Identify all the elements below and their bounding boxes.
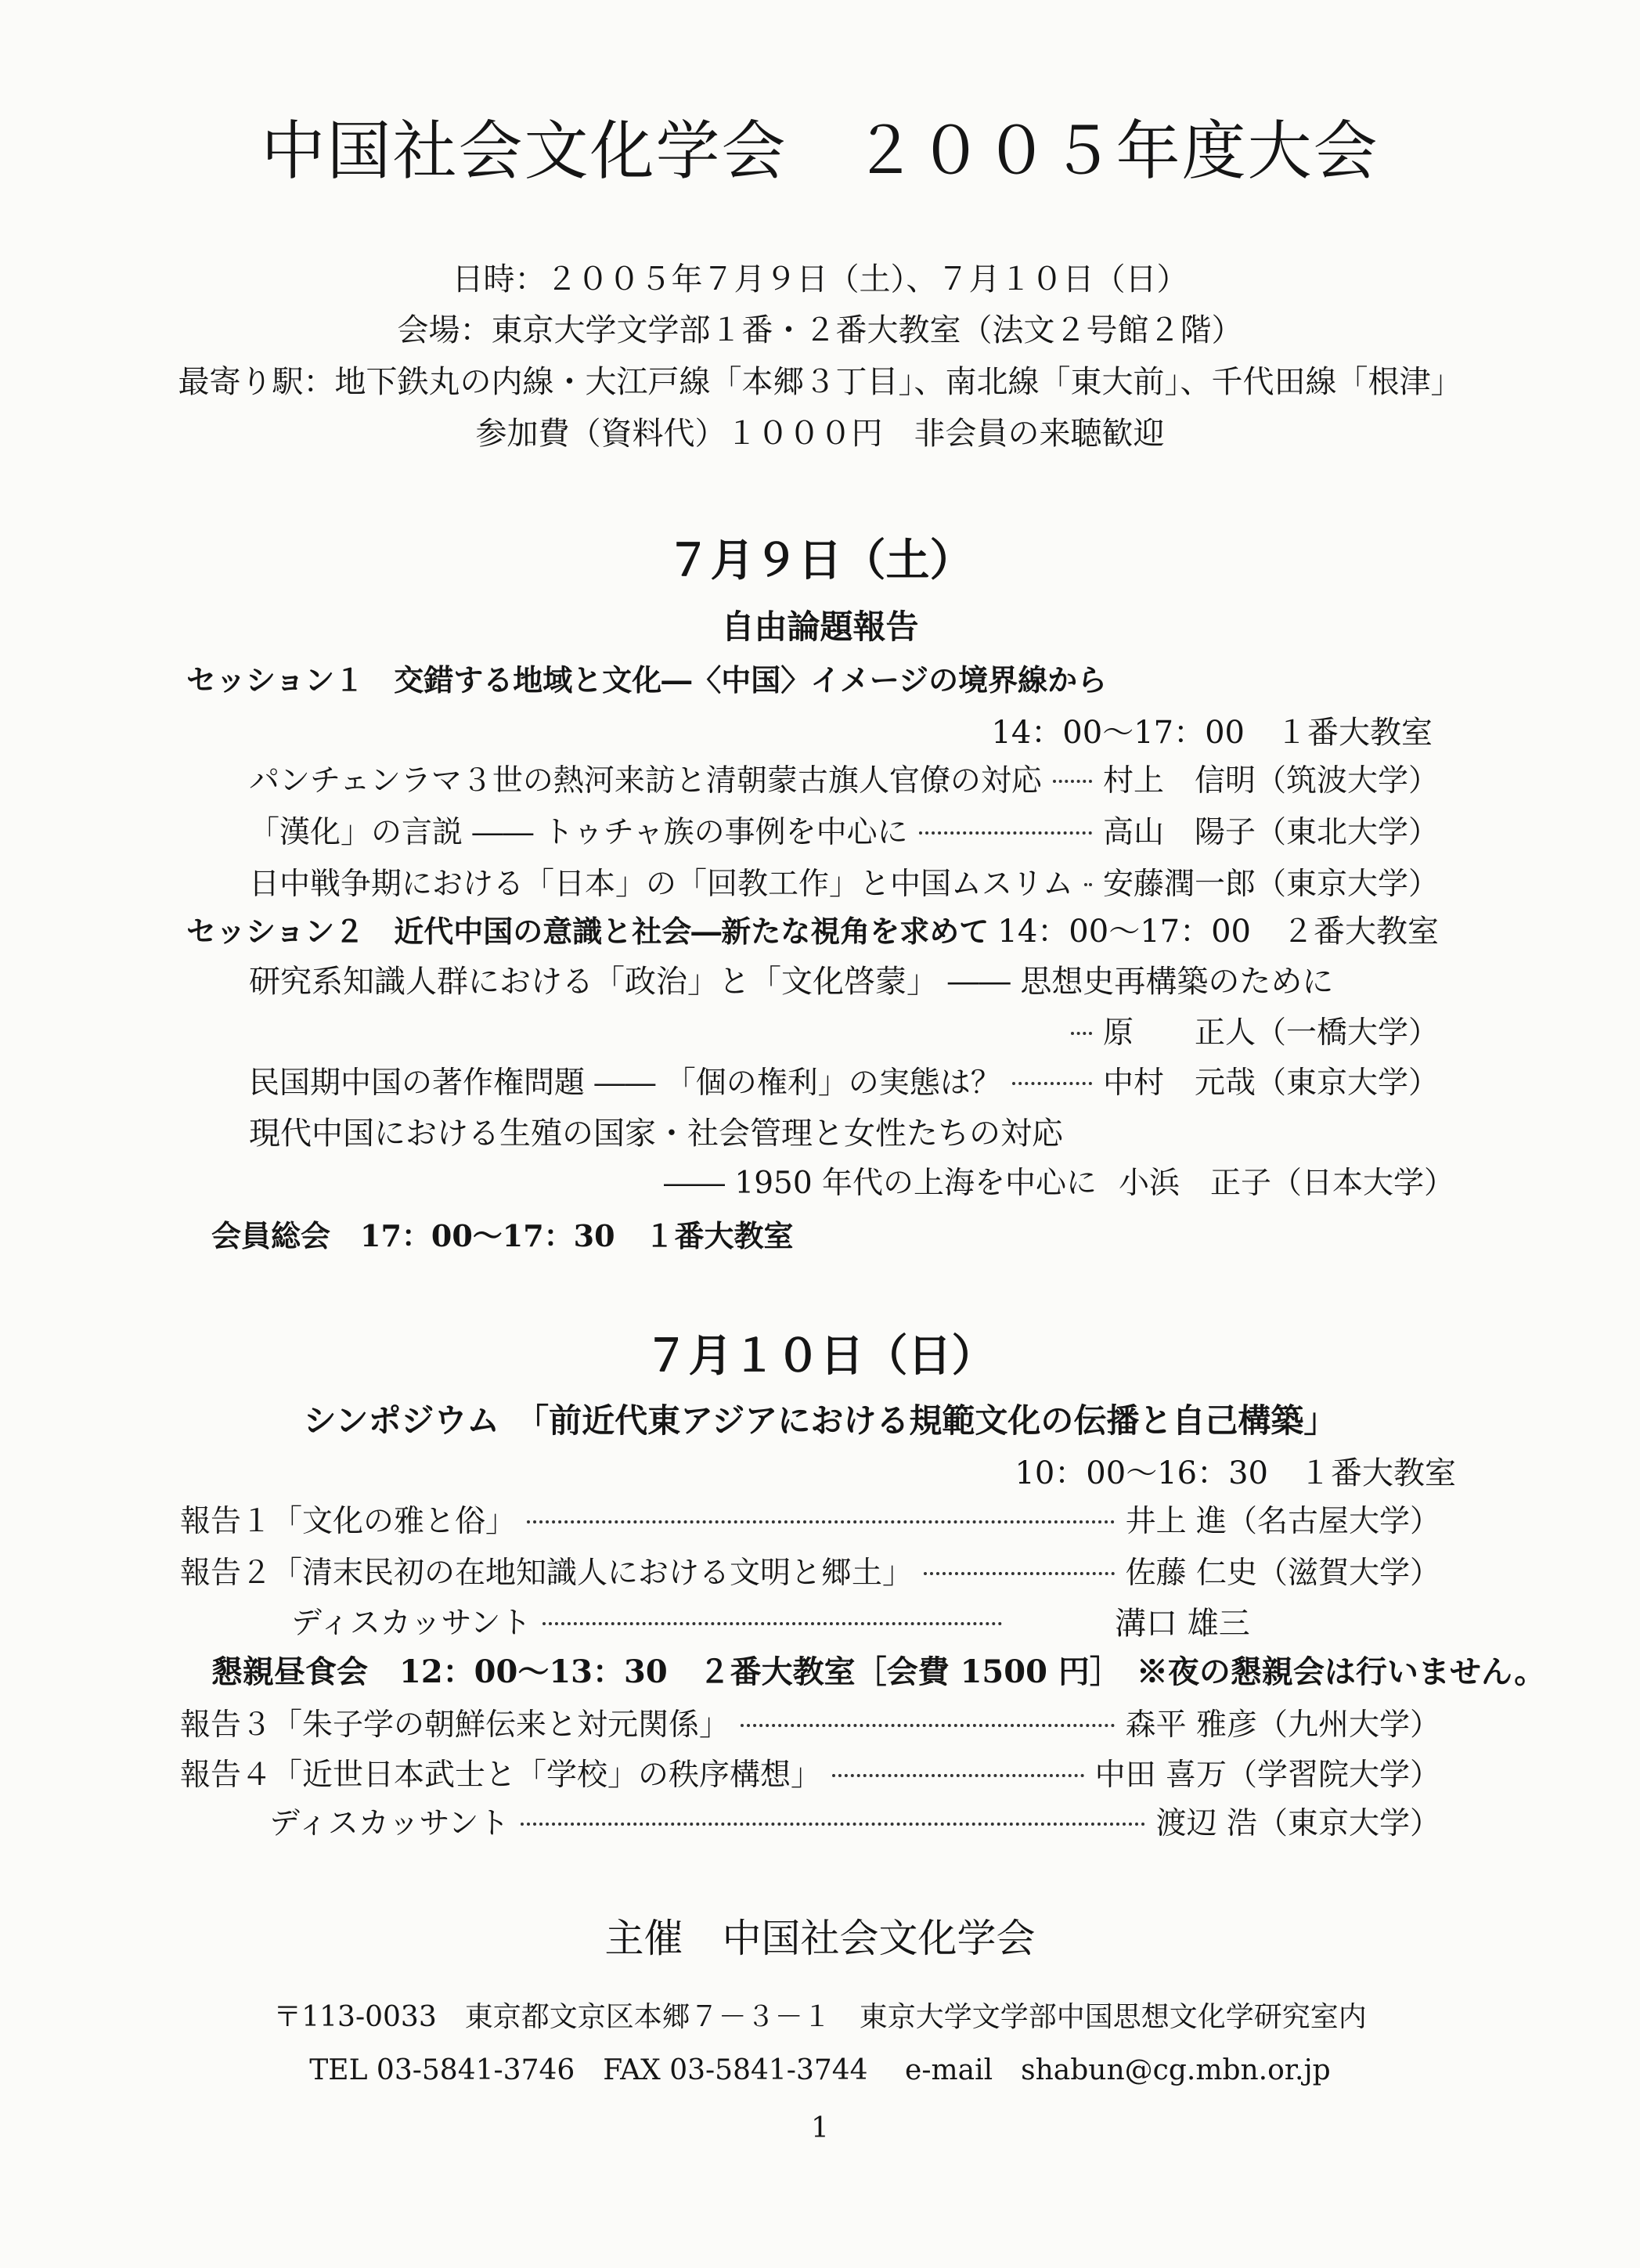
paper-title: 民国期中国の著作権問題 ―― 「個の権利」の実態は？ bbox=[249, 1065, 1001, 1101]
leader-dots bbox=[1084, 883, 1092, 886]
leader-dots bbox=[741, 1724, 1115, 1727]
session1-paper-row bbox=[249, 808, 1439, 852]
leader-dots bbox=[527, 1520, 1115, 1523]
contact-info: TEL 03-5841-3746 FAX 03-5841-3744 e-mail shabun@cg.mbn.or.jp bbox=[309, 2054, 1331, 2086]
leader-dots bbox=[1012, 1082, 1092, 1085]
symposium-time: 10：00～16：30 １番大教室 bbox=[1015, 1455, 1456, 1491]
report-presenter: 佐藤 仁史（滋賀大学） bbox=[1125, 1556, 1440, 1591]
report-row bbox=[180, 1549, 1440, 1592]
organizer: 主催 中国社会文化学会 bbox=[604, 1916, 1036, 1961]
paper-presenter: 中村 元哉（東京大学） bbox=[1102, 1065, 1439, 1101]
general-meeting: 会員総会 17：00～17：30 １番大教室 bbox=[211, 1218, 794, 1253]
paper-title: 日中戦争期における「日本」の「回教工作」と中国ムスリム bbox=[249, 867, 1074, 902]
leader-dots bbox=[832, 1774, 1084, 1777]
session1-title: セッション１ 交錯する地域と文化―〈中国〉イメージの境界線から bbox=[186, 662, 1108, 698]
event-venue: 会場：東京大学文学部１番・２番大教室（法文２号館２階） bbox=[397, 312, 1243, 348]
paper-presenter: 村上 信明（筑波大学） bbox=[1102, 763, 1439, 799]
symposium-title: シンポジウム 「前近代東アジアにおける規範文化の伝播と自己構築」 bbox=[303, 1401, 1337, 1440]
session1-time: 14：00～17：00 １番大教室 bbox=[991, 715, 1433, 751]
session2-paper3-row bbox=[664, 1159, 1455, 1203]
address: 〒113-0033 東京都文京区本郷７－３－１ 東京大学文学部中国思想文化学研究室内 bbox=[273, 2001, 1367, 2033]
report-title: 報告４「近世日本武士と「学校」の秩序構想」 bbox=[180, 1758, 822, 1793]
session2-time: 14：00～17：00 ２番大教室 bbox=[997, 914, 1439, 950]
leader-dots bbox=[542, 1622, 1002, 1625]
paper-presenter: 安藤潤一郎（東京大学） bbox=[1102, 867, 1439, 902]
report-presenter: 中田 喜万（学習院大学） bbox=[1094, 1758, 1440, 1793]
lunch-notice: 懇親昼食会 12：00～13：30 ２番大教室［会費 1500 円］ ※夜の懇親会は行いません。 bbox=[211, 1653, 1546, 1690]
day2-heading: ７月１０日（日） bbox=[644, 1330, 996, 1382]
paper-subtitle: ―― 1950 年代の上海を中心に bbox=[664, 1166, 1098, 1201]
session2-paper3-title: 現代中国における生殖の国家・社会管理と女性たちの対応 bbox=[249, 1116, 1063, 1152]
report-title: ディスカッサント bbox=[291, 1606, 532, 1641]
page-title: 中国社会文化学会 ２００５年度大会 bbox=[261, 114, 1379, 189]
report-presenter: 渡辺 浩（東京大学） bbox=[1155, 1806, 1440, 1841]
session2-paper2-row bbox=[249, 1058, 1439, 1102]
leader-dots bbox=[919, 831, 1092, 835]
report-presenter: 井上 進（名古屋大学） bbox=[1125, 1504, 1440, 1539]
paper-title: パンチェンラマ３世の熱河来訪と清朝蒙古旗人官僚の対応 bbox=[249, 763, 1042, 799]
report-row bbox=[180, 1700, 1440, 1744]
report-presenter: 森平 雅彦（九州大学） bbox=[1125, 1707, 1440, 1743]
participation-fee: 参加費（資料代）１０００円 非会員の来聴歓迎 bbox=[475, 416, 1165, 452]
report-title: 報告２「清末民初の在地知識人における文明と郷土」 bbox=[180, 1556, 914, 1591]
paper-title: 「漢化」の言説 ―― トゥチャ族の事例を中心に bbox=[249, 815, 908, 850]
report-title: 報告１「文化の雅と俗」 bbox=[180, 1504, 517, 1539]
session2-paper1-row bbox=[249, 1008, 1439, 1052]
paper-presenter: 小浜 正子（日本大学） bbox=[1119, 1166, 1455, 1201]
paper-presenter: 高山 陽子（東北大学） bbox=[1102, 815, 1439, 850]
discussant-row bbox=[269, 1799, 1440, 1843]
session2-title: セッション２ 近代中国の意識と社会―新たな視角を求めて bbox=[186, 914, 989, 949]
report-title: 報告３「朱子学の朝鮮伝来と対元関係」 bbox=[180, 1707, 730, 1743]
nearest-station: 最寄り駅：地下鉄丸の内線・大江戸線「本郷３丁目」、南北線「東大前」、千代田線「根津」 bbox=[178, 364, 1462, 400]
page-number: 1 bbox=[811, 2112, 829, 2144]
discussant-row bbox=[291, 1599, 1440, 1642]
day1-heading: ７月９日（土） bbox=[666, 535, 974, 586]
report-row bbox=[180, 1751, 1440, 1794]
session2-header bbox=[186, 907, 1439, 951]
report-presenter: 溝口 雄三 bbox=[1115, 1606, 1250, 1642]
leader-dots bbox=[1053, 780, 1092, 783]
report-row bbox=[180, 1497, 1440, 1541]
report-title: ディスカッサント bbox=[269, 1806, 510, 1841]
event-datetime: 日時：２００５年７月９日（土）、７月１０日（日） bbox=[452, 261, 1188, 297]
paper-presenter: 原 正人（一橋大学） bbox=[1102, 1015, 1439, 1051]
session2-paper1-title: 研究系知識人群における「政治」と「文化啓蒙」 ―― 思想史再構築のために bbox=[249, 964, 1334, 1000]
session1-paper-row bbox=[249, 860, 1439, 903]
session1-paper-row bbox=[249, 756, 1439, 800]
leader-dots bbox=[924, 1572, 1115, 1575]
leader-dots bbox=[1071, 1032, 1092, 1035]
day1-subheading: 自由論題報告 bbox=[721, 608, 919, 646]
leader-dots bbox=[521, 1823, 1145, 1826]
